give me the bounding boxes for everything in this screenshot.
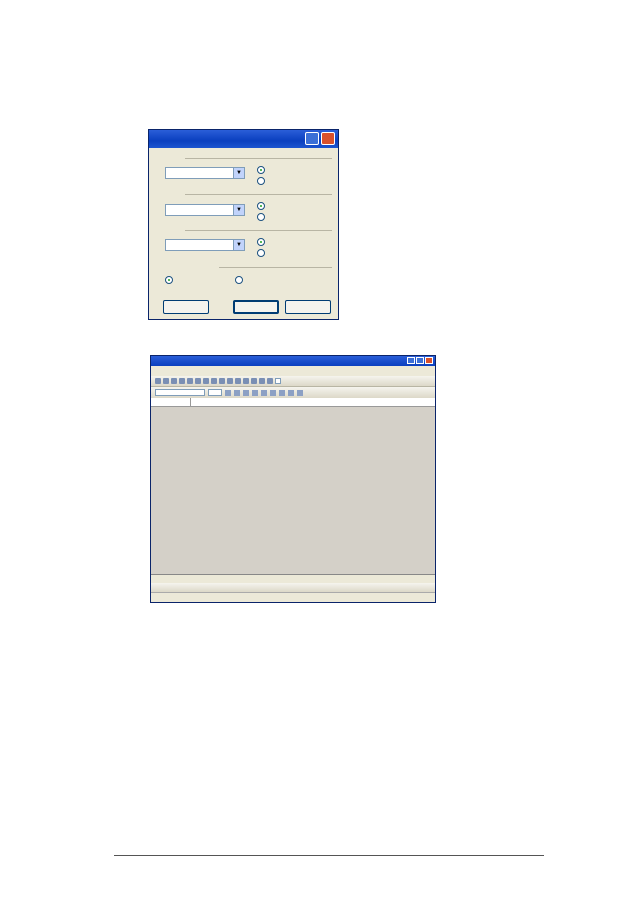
paste-icon[interactable] [219, 378, 225, 384]
divider [185, 194, 332, 195]
italic-icon[interactable] [234, 390, 240, 396]
sort-by-descending-radio[interactable] [257, 177, 268, 186]
then-by-2-ascending-radio[interactable] [257, 238, 268, 247]
font-box[interactable] [155, 389, 205, 396]
name-box[interactable] [151, 398, 191, 406]
close-icon[interactable] [425, 357, 433, 364]
chevron-down-icon[interactable]: ▼ [233, 205, 244, 215]
redo-icon[interactable] [235, 378, 241, 384]
underline-icon[interactable] [243, 390, 249, 396]
radio-dot [257, 249, 265, 257]
sum-icon[interactable] [243, 378, 249, 384]
close-icon[interactable] [321, 132, 335, 145]
sort-desc-icon[interactable] [259, 378, 265, 384]
size-box[interactable] [208, 389, 222, 396]
then-by-2-combo[interactable] [165, 239, 245, 251]
excel-title-bar [151, 356, 435, 366]
currency-icon[interactable] [288, 390, 294, 396]
merge-icon[interactable] [279, 390, 285, 396]
radio-dot [257, 238, 265, 246]
radio-dot [257, 202, 265, 210]
zoom-box[interactable] [275, 378, 281, 384]
minimize-icon[interactable] [407, 357, 415, 364]
chevron-down-icon[interactable]: ▼ [233, 240, 244, 250]
copy-icon[interactable] [211, 378, 217, 384]
standard-toolbar [151, 376, 435, 387]
percent-icon[interactable] [297, 390, 303, 396]
no-header-row-radio[interactable] [235, 276, 246, 285]
sheet-tabs[interactable] [151, 574, 435, 583]
then-by-descending-radio[interactable] [257, 213, 268, 222]
cancel-button[interactable] [285, 300, 331, 314]
divider [185, 158, 332, 159]
open-icon[interactable] [163, 378, 169, 384]
sort-by-combo[interactable] [165, 167, 245, 179]
excel-menu-bar [151, 366, 435, 376]
formula-value[interactable] [191, 398, 195, 406]
excel-screenshot [150, 355, 436, 603]
divider [219, 267, 332, 268]
radio-dot [257, 213, 265, 221]
divider [185, 230, 332, 231]
ok-button[interactable] [233, 300, 279, 314]
help-icon[interactable] [305, 132, 319, 145]
preview-icon[interactable] [187, 378, 193, 384]
sort-dialog-screenshot [148, 129, 339, 320]
align-left-icon[interactable] [252, 390, 258, 396]
radio-dot [235, 276, 243, 284]
undo-icon[interactable] [227, 378, 233, 384]
new-icon[interactable] [155, 378, 161, 384]
then-by-ascending-radio[interactable] [257, 202, 268, 211]
radio-dot [257, 177, 265, 185]
chevron-down-icon[interactable]: ▼ [233, 168, 244, 178]
header-row-radio[interactable] [165, 276, 176, 285]
status-bar [151, 592, 435, 602]
spell-icon[interactable] [195, 378, 201, 384]
radio-dot [257, 166, 265, 174]
radio-dot [165, 276, 173, 284]
bold-icon[interactable] [225, 390, 231, 396]
maximize-icon[interactable] [416, 357, 424, 364]
options-button[interactable] [163, 300, 209, 314]
cut-icon[interactable] [203, 378, 209, 384]
formula-bar [151, 398, 435, 407]
then-by-combo[interactable] [165, 204, 245, 216]
then-by-2-descending-radio[interactable] [257, 249, 268, 258]
sort-asc-icon[interactable] [251, 378, 257, 384]
align-right-icon[interactable] [270, 390, 276, 396]
print-icon[interactable] [179, 378, 185, 384]
footer-rule [114, 855, 544, 856]
format-toolbar [151, 387, 435, 398]
dialog-title-bar [149, 130, 338, 148]
chart-icon[interactable] [267, 378, 273, 384]
align-center-icon[interactable] [261, 390, 267, 396]
save-icon[interactable] [171, 378, 177, 384]
drawing-toolbar[interactable] [151, 583, 435, 592]
sort-by-ascending-radio[interactable] [257, 166, 268, 175]
